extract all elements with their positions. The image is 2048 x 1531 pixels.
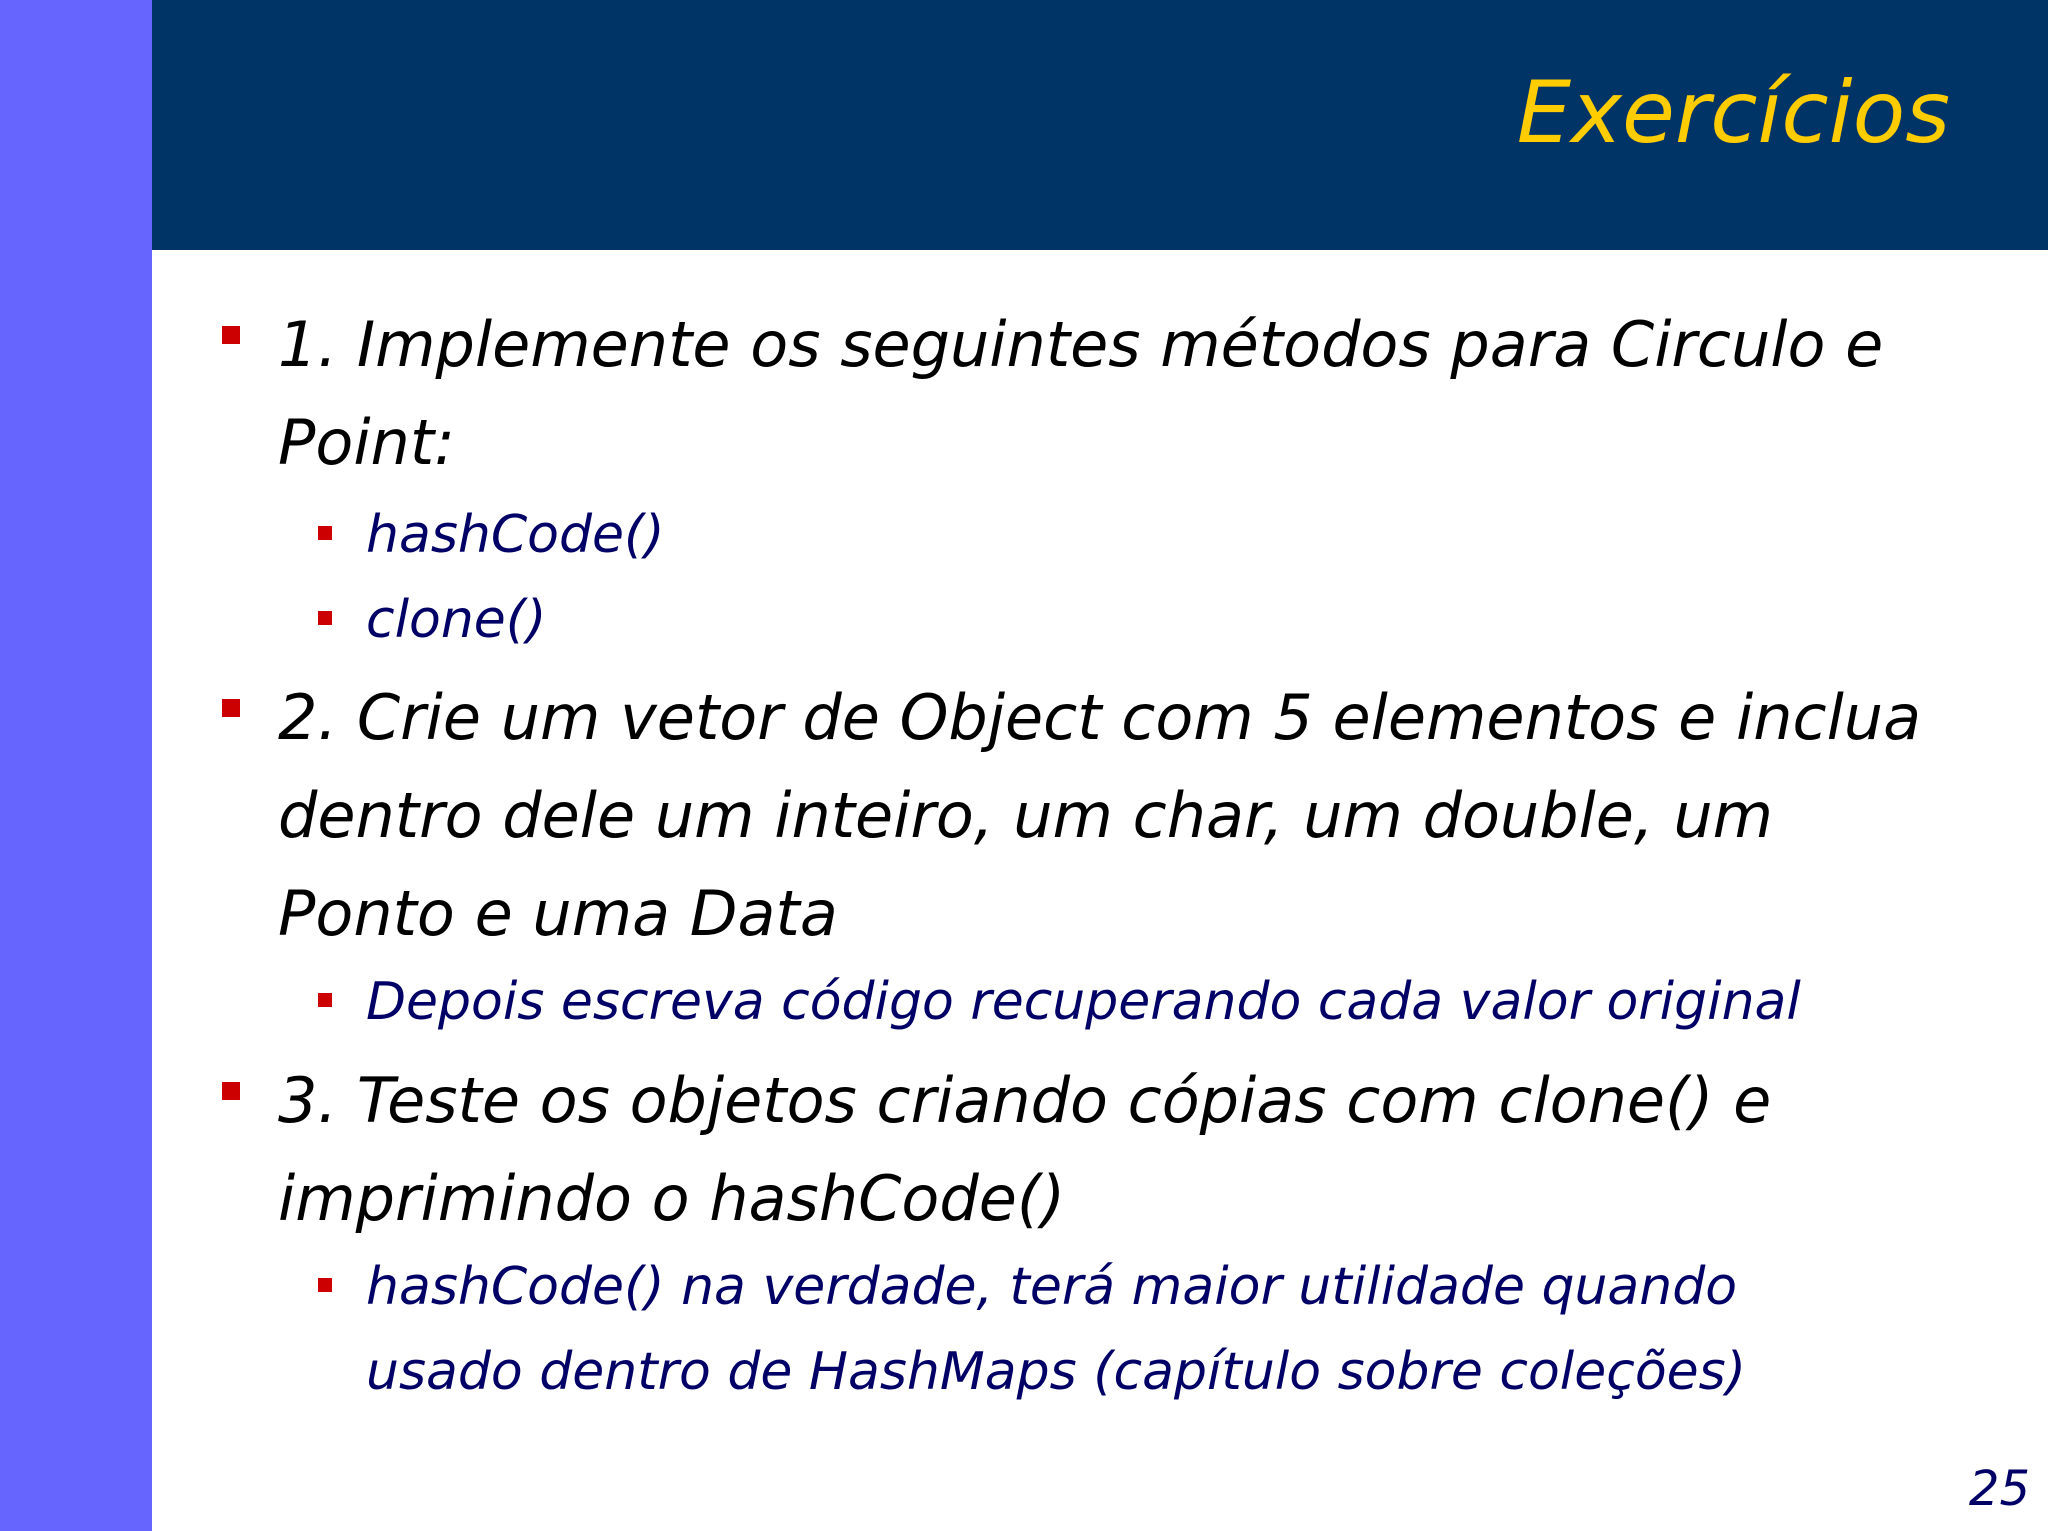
sub-item-clone-text: clone() (366, 590, 547, 650)
sub-item-recover-values (366, 960, 1801, 1045)
bullet-item-3 (278, 1052, 1771, 1248)
sub-bullet-marker (318, 993, 332, 1007)
bullet-marker (222, 699, 240, 717)
sub-item-hashmaps-note-line-1: hashCode() na verdade, terá maior utilidade quando (366, 1257, 1738, 1317)
bullet-item-1 (278, 296, 1883, 492)
page-number: 25 (1968, 1461, 2030, 1517)
sub-item-recover-values-text: Depois escreva código recuperando cada valor original (366, 972, 1801, 1032)
bullet-marker (222, 326, 240, 344)
bullet-item-2-line-2: dentro dele um inteiro, um char, um double, um (278, 779, 1774, 852)
bullet-marker (222, 1082, 240, 1100)
bullet-item-2-line-1: 2. Crie um vetor de Object com 5 elementos e inclua (278, 681, 1922, 754)
slide-title: Exercícios (1516, 63, 1950, 163)
sub-item-hashcode-text: hashCode() (366, 505, 665, 565)
bullet-item-1-line-1: 1. Implemente os seguintes métodos para Circulo e (278, 308, 1884, 381)
sub-item-hashmaps-note-line-2: usado dentro de HashMaps (capítulo sobre coleções) (366, 1342, 1747, 1402)
sub-bullet-marker (318, 526, 332, 540)
sub-item-hashmaps-note (366, 1245, 1746, 1415)
bullet-item-3-line-2: imprimindo o hashCode() (278, 1162, 1066, 1235)
sub-bullet-marker (318, 1278, 332, 1292)
bullet-item-1-line-2: Point: (278, 406, 456, 479)
bullet-item-3-line-1: 3. Teste os objetos criando cópias com clone() e (278, 1064, 1772, 1137)
sub-item-hashcode (366, 493, 665, 578)
sub-item-clone (366, 578, 546, 663)
sub-bullet-marker (318, 611, 332, 625)
bullet-item-2-line-3: Ponto e uma Data (278, 877, 838, 950)
bullet-item-2 (278, 669, 1921, 963)
